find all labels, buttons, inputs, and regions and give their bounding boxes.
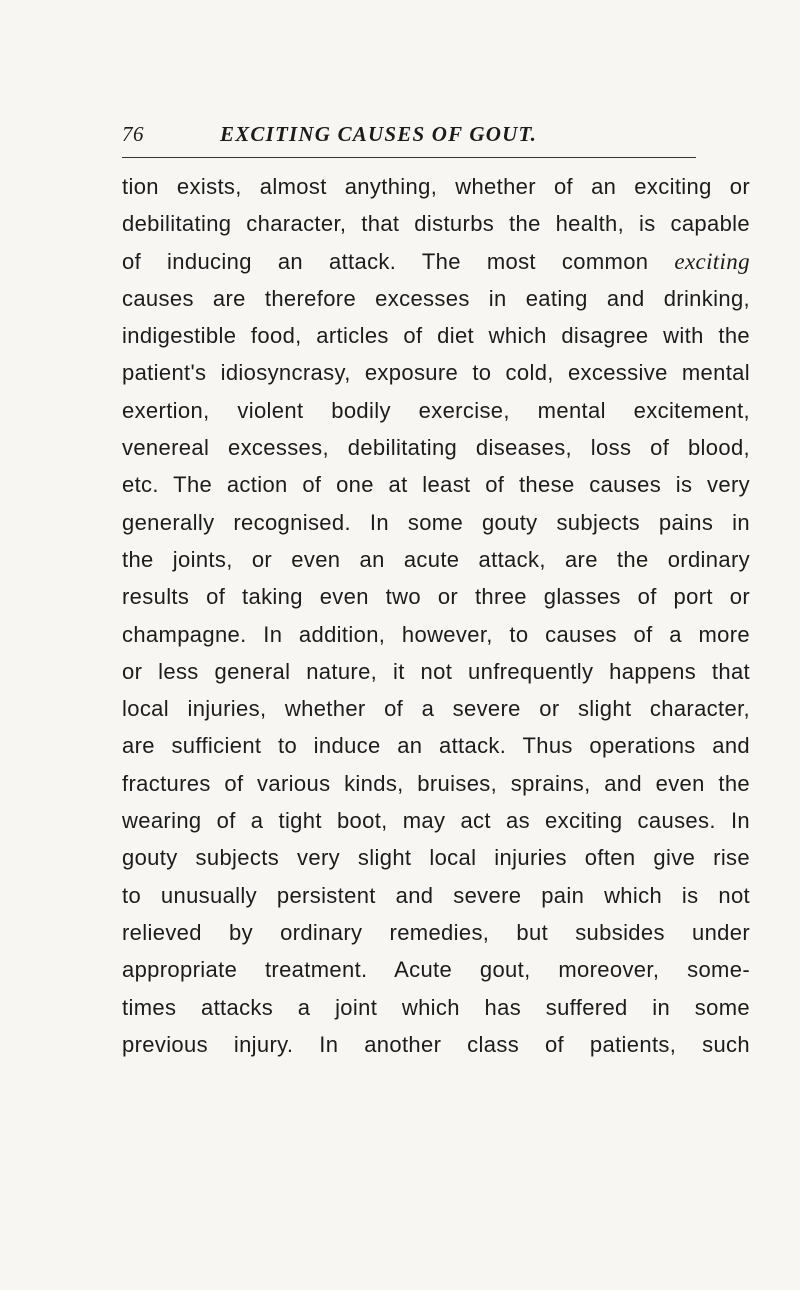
text-line: fractures of various kinds, bruises, sprains, and even the [122, 770, 750, 796]
text-line: relieved by ordinary remedies, but subsides under [122, 919, 750, 945]
text-line: exertion, violent bodily exercise, mental excitement, [122, 397, 750, 423]
text-segment: of inducing an attack. The most common [122, 248, 649, 274]
text-line: or less general nature, it not unfrequently happens that [122, 658, 750, 684]
text-line: appropriate treatment. Acute gout, moreover, some- [122, 957, 750, 983]
text-line: gouty subjects very slight local injuries often give rise [122, 845, 750, 871]
text-line: results of taking even two or three glasses of port or [122, 584, 750, 610]
text-line: to unusually persistent and severe pain which is not [122, 882, 750, 908]
emphasis-word: exciting [674, 248, 750, 274]
text-line [122, 243, 750, 280]
text-line: the joints, or even an acute attack, are the ordinary [122, 546, 750, 572]
text-line: previous injury. In another class of patients, such [122, 1031, 750, 1057]
text-line: debilitating character, that disturbs the health, is capable [122, 211, 750, 237]
body-paragraph [122, 168, 750, 1063]
text-line: champagne. In addition, however, to causes of a more [122, 621, 750, 647]
running-title: EXCITING CAUSES OF GOUT. [220, 122, 538, 146]
text-line: wearing of a tight boot, may act as exciting causes. In [122, 808, 750, 834]
text-line: local injuries, whether of a severe or slight character, [122, 696, 750, 722]
text-line: causes are therefore excesses in eating and drinking, [122, 285, 750, 311]
text-line: generally recognised. In some gouty subjects pains in [122, 509, 750, 535]
text-line: times attacks a joint which has suffered in some [122, 994, 750, 1020]
page-number: 76 [122, 122, 144, 146]
text-line: indigestible food, articles of diet which disagree with the [122, 323, 750, 349]
text-line: patient's idiosyncrasy, exposure to cold, excessive mental [122, 360, 750, 386]
text-line: are sufficient to induce an attack. Thus operations and [122, 733, 750, 759]
header-rule [122, 157, 696, 158]
text-line: venereal excesses, debilitating diseases, loss of blood, [122, 435, 750, 461]
running-head [122, 122, 696, 162]
text-line: etc. The action of one at least of these causes is very [122, 472, 750, 498]
text-line: tion exists, almost anything, whether of an exciting or [122, 174, 750, 199]
